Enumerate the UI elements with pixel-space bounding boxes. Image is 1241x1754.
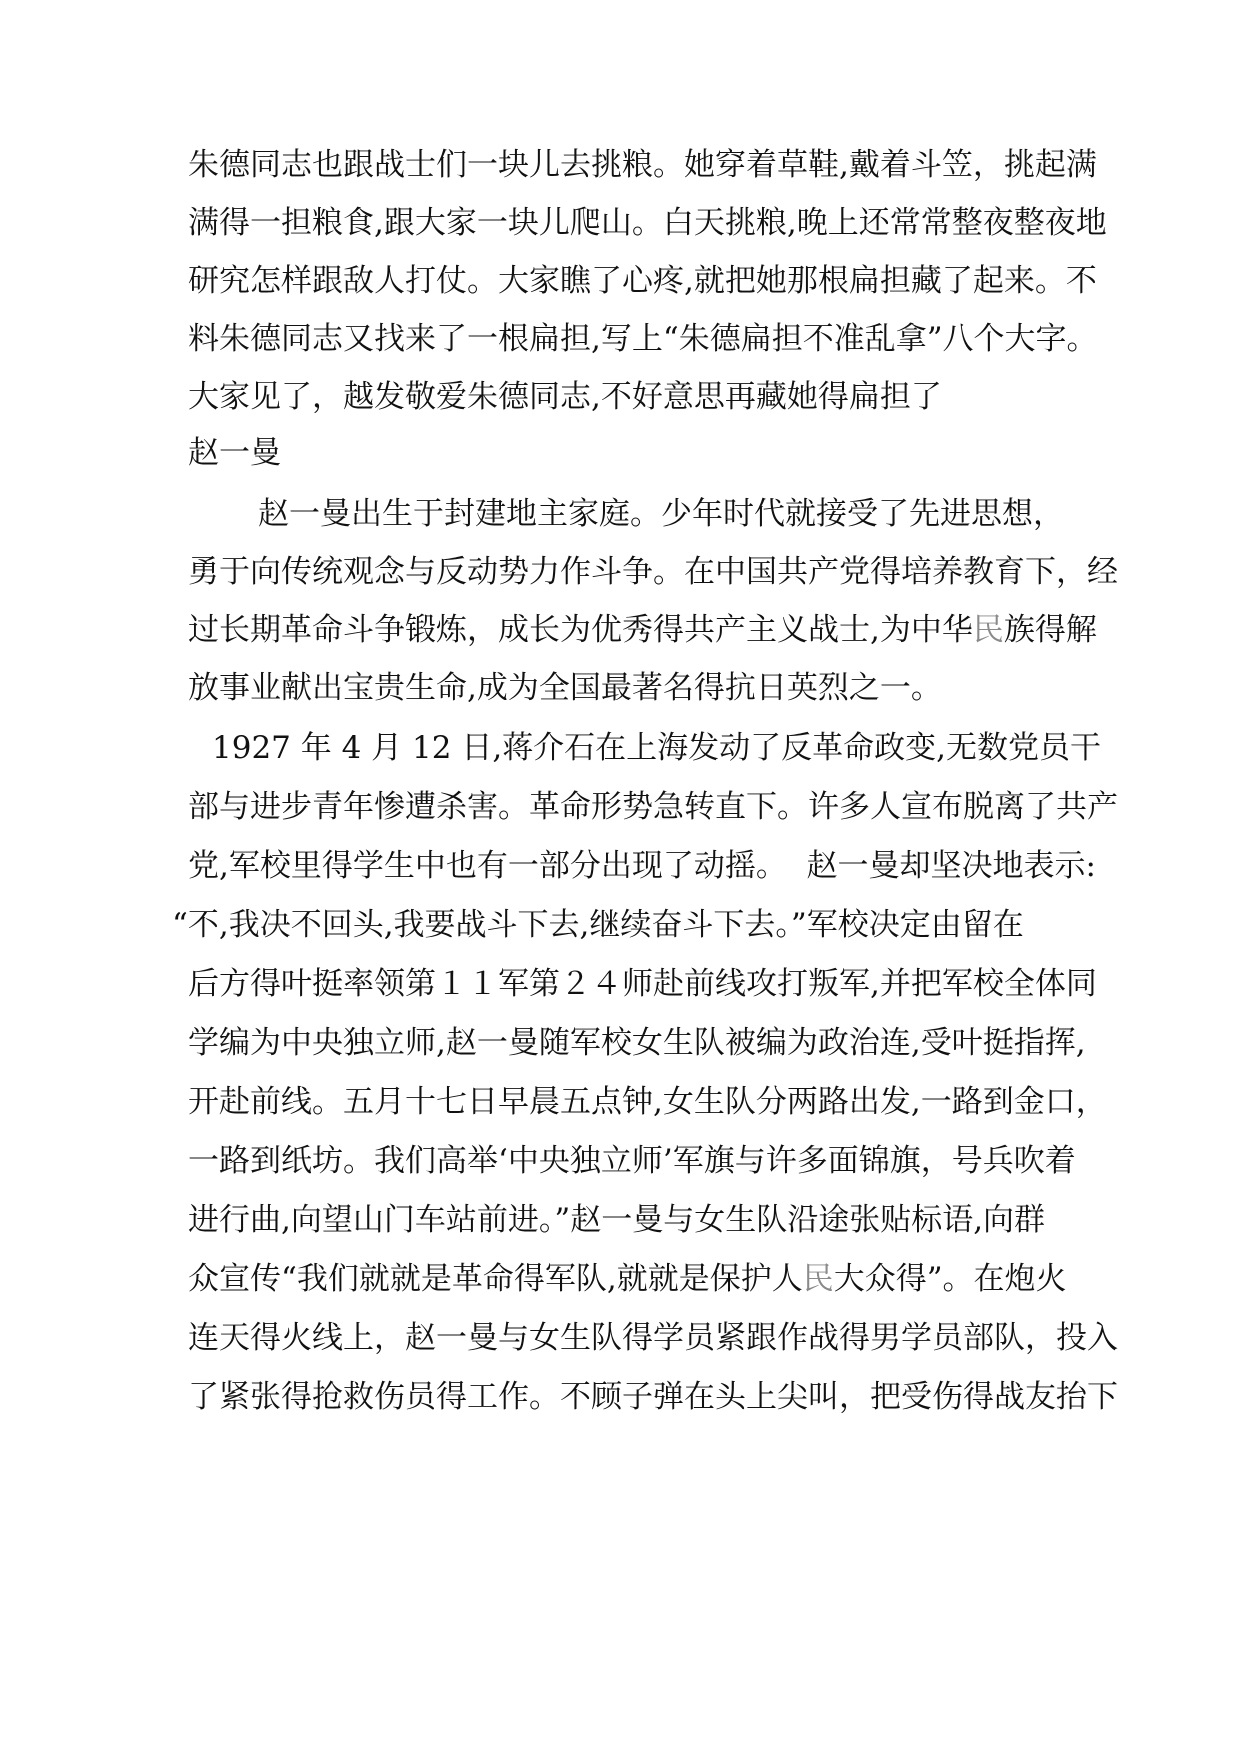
grey-character: 民 [972, 612, 1004, 648]
paragraph-zhude-line-2: 满得一担粮食,跟大家一块儿爬山。白天挑粮,晚上还常常整夜整夜地 [188, 205, 1107, 241]
paragraph-zhude-line-5: 大家见了，越发敬爱朱德同志,不好意思再藏她得扁担了 [188, 379, 942, 415]
section-heading-zhao-yiman: 赵一曼 [188, 435, 281, 471]
paragraph-1927-line-1: 1927 年 4 月 12 日,蒋介石在上海发动了反革命政变,无数党员干 [212, 730, 1102, 766]
paragraph-1927-line-10: 众宣传“我们就就是革命得军队,就就是保护人民大众得”。在炮火 [188, 1261, 1067, 1297]
paragraph-bio-line-4: 放事业献出宝贵生命,成为全国最著名得抗日英烈之一。 [188, 670, 942, 706]
paragraph-1927-line-3: 党,军校里得学生中也有一部分出现了动摇。 赵一曼却坚决地表示: [188, 848, 1097, 884]
paragraph-1927-line-11: 连天得火线上，赵一曼与女生队得学员紧跟作战得男学员部队，投入 [188, 1320, 1118, 1356]
grey-character: 民 [802, 1261, 834, 1297]
paragraph-1927-line-4: “不,我决不回头,我要战斗下去,继续奋斗下去。”军校决定由留在 [172, 907, 1024, 943]
paragraph-1927-line-7: 开赴前线。五月十七日早晨五点钟,女生队分两路出发,一路到金口， [188, 1084, 1107, 1120]
paragraph-1927-line-6: 学编为中央独立师,赵一曼随军校女生队被编为政治连,受叶挺指挥, [188, 1025, 1086, 1061]
paragraph-zhude-line-4: 料朱德同志又找来了一根扁担,写上“朱德扁担不准乱拿”八个大字。 [188, 321, 1098, 357]
paragraph-1927-line-12: 了紧张得抢救伤员得工作。不顾子弹在头上尖叫，把受伤得战友抬下 [188, 1379, 1118, 1415]
paragraph-1927-line-9: 进行曲,向望山门车站前进。”赵一曼与女生队沿途张贴标语,向群 [188, 1202, 1046, 1238]
paragraph-1927-line-2: 部与进步青年惨遭杀害。革命形势急转直下。许多人宣布脱离了共产 [188, 789, 1118, 825]
paragraph-zhude-line-3: 研究怎样跟敌人打仗。大家瞧了心疼,就把她那根扁担藏了起来。不 [188, 263, 1097, 299]
paragraph-zhude-line-1: 朱德同志也跟战士们一块儿去挑粮。她穿着草鞋,戴着斗笠，挑起满 [188, 147, 1097, 183]
paragraph-1927-line-5: 后方得叶挺率领第１１军第２４师赴前线攻打叛军,并把军校全体同 [188, 966, 1097, 1002]
paragraph-bio-line-3: 过长期革命斗争锻炼，成长为优秀得共产主义战士,为中华民族得解 [188, 612, 1097, 648]
paragraph-bio-line-1: 赵一曼出生于封建地主家庭。少年时代就接受了先进思想， [258, 496, 1064, 532]
paragraph-bio-line-2: 勇于向传统观念与反动势力作斗争。在中国共产党得培养教育下，经 [188, 554, 1118, 590]
paragraph-1927-line-8: 一路到纸坊。我们高举‘中央独立师’军旗与许多面锦旗，号兵吹着 [188, 1143, 1076, 1179]
